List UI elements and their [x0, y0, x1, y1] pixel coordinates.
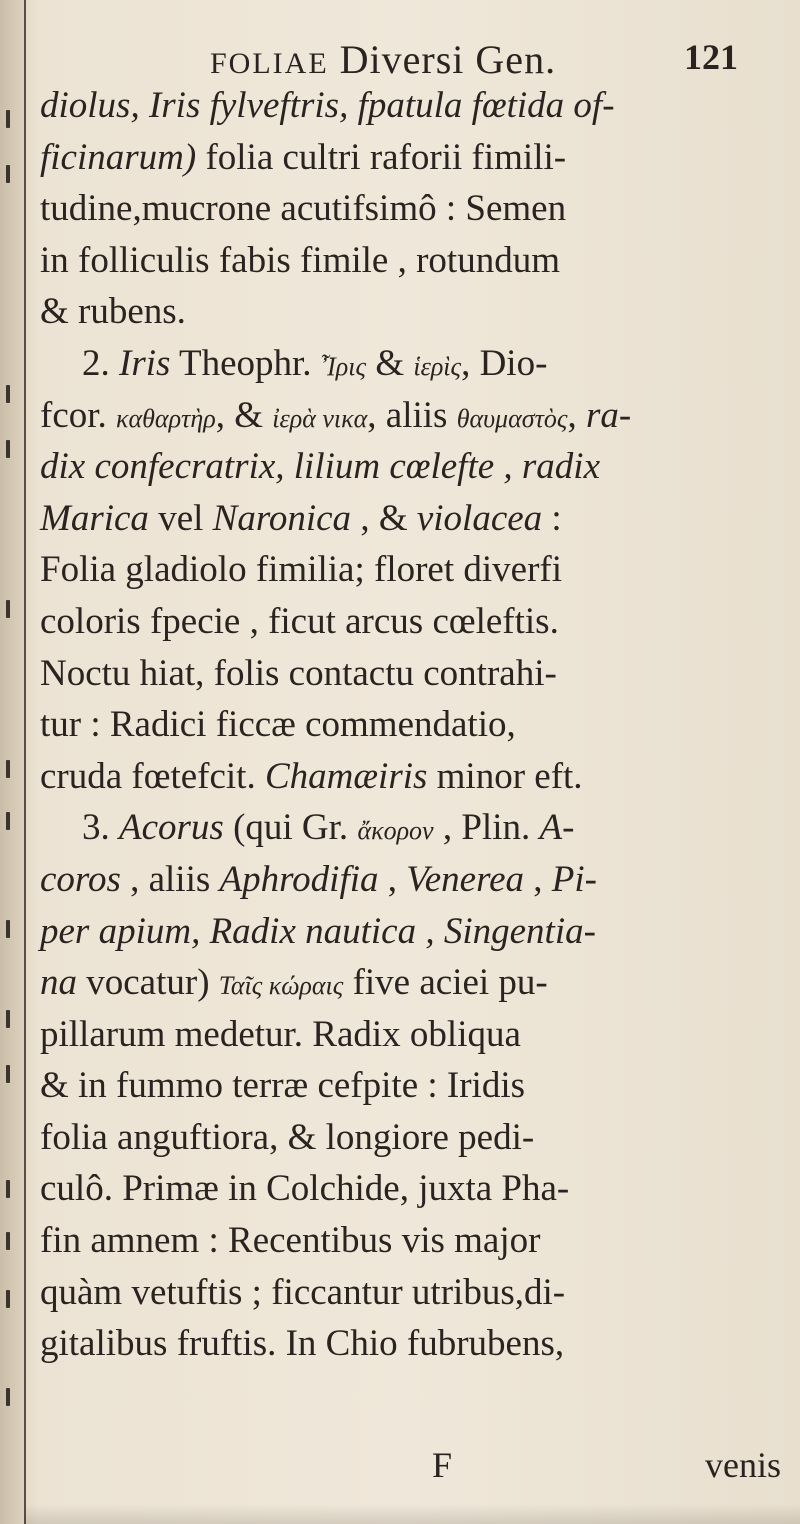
text-segment: & rubens. [40, 291, 186, 333]
text-segment: Acorus [119, 807, 224, 849]
running-title-part3: Gen. [475, 37, 557, 82]
gutter-mark [6, 1232, 10, 1250]
text-line [40, 1060, 800, 1112]
text-segment: 3. [82, 807, 119, 849]
text-segment: minor eft. [427, 755, 583, 797]
text-segment: coros [40, 858, 121, 900]
text-segment: , aliis [367, 394, 457, 436]
text-line [40, 390, 800, 442]
text-segment: fcor. [40, 394, 117, 436]
text-line [40, 802, 800, 854]
text-segment: & [366, 342, 414, 384]
page-number: 121 [684, 37, 738, 77]
running-title-part2: Diversi [339, 37, 465, 82]
text-segment: Venerea [406, 858, 525, 900]
text-segment: quàm vetuftis ; ficcantur utribus,di- [40, 1271, 566, 1313]
text-line [40, 1215, 800, 1267]
gutter-mark [6, 760, 10, 778]
binding-gutter [0, 0, 26, 1524]
text-segment: ἱερὶς [413, 351, 462, 381]
text-segment: , [524, 858, 552, 900]
text-segment: cruda fœtefcit. [40, 755, 265, 797]
text-segment: Marica [40, 497, 149, 539]
gutter-mark [6, 1065, 10, 1083]
text-segment: violacea [416, 497, 543, 539]
gutter-mark [6, 812, 10, 830]
text-segment: ra- [585, 394, 632, 436]
text-line [40, 1163, 800, 1215]
text-segment: coloris fpecie , ficut arcus cœleftis. [40, 600, 559, 642]
text-segment: ἄκορον [357, 816, 434, 846]
gutter-mark [6, 1388, 10, 1406]
text-segment: Ἶρις [320, 351, 367, 381]
page-footer [0, 1444, 800, 1484]
text-line [40, 441, 800, 493]
text-line [40, 699, 800, 751]
text-segment: 2. [82, 342, 119, 384]
signature-mark: F [432, 1445, 453, 1485]
gutter-mark [6, 110, 10, 128]
gutter-mark [6, 1180, 10, 1198]
text-line [40, 493, 800, 545]
text-segment: ficinarum) [40, 136, 197, 178]
text-segment: in folliculis fabis fimile , rotundum [40, 239, 560, 281]
gutter-mark [6, 600, 10, 618]
text-segment: dix confecratrix, lilium cœlefte , radix [40, 446, 601, 488]
text-segment: diolus, Iris fylveftris, fpatula fœtida of- [40, 85, 615, 126]
text-segment: Theophr. [170, 342, 321, 384]
text-line [40, 235, 800, 287]
text-line [40, 906, 800, 958]
text-segment: per apium, Radix nautica , Singentia- [40, 910, 596, 952]
gutter-mark [6, 1290, 10, 1308]
text-line [40, 596, 800, 648]
text-segment: na [40, 962, 77, 1004]
text-segment: Naronica [212, 497, 352, 539]
text-segment: , & [351, 497, 417, 539]
text-line [40, 751, 800, 803]
text-segment: gitalibus fruftis. In Chio fubrubens, [40, 1323, 565, 1365]
text-line [40, 286, 800, 338]
text-segment: , Plin. [433, 807, 540, 849]
gutter-mark [6, 385, 10, 403]
text-segment: , [378, 858, 407, 900]
text-segment: culô. Primæ in Colchide, juxta Pha- [40, 1168, 570, 1210]
text-segment: , & [215, 394, 273, 436]
text-segment: ἰερὰ νικα [272, 403, 368, 433]
text-line [40, 183, 800, 235]
text-segment: , Dio- [461, 342, 548, 384]
text-line [40, 80, 800, 132]
text-segment: : [542, 497, 562, 539]
text-segment: A- [539, 807, 575, 849]
text-segment: folia cultri raforii fimili- [196, 136, 567, 178]
gutter-mark [6, 165, 10, 183]
catchword: venis [705, 1445, 781, 1485]
text-segment: vel [148, 497, 213, 539]
text-segment: θαυμαστὸς [456, 403, 568, 433]
text-segment: Chamæiris [264, 755, 428, 797]
text-line [40, 338, 800, 390]
text-segment: Noctu hiat, folis contactu contrahi- [40, 652, 557, 694]
text-segment: tudine,mucrone acutifsimô : Semen [40, 188, 567, 230]
gutter-mark [6, 1010, 10, 1028]
text-segment: pillarum medetur. Radix obliqua [40, 1013, 521, 1055]
text-segment: Iris [119, 342, 171, 384]
text-line [40, 1318, 800, 1370]
running-title [210, 36, 556, 83]
gutter-mark [6, 440, 10, 458]
page-edge-shadow [24, 1504, 800, 1524]
text-line [40, 132, 800, 184]
text-segment: Aphrodifia [219, 858, 379, 900]
text-segment: καθαρτὴρ [116, 403, 216, 433]
text-segment: Folia gladiolo fimilia; floret diverfi [40, 549, 562, 591]
text-line [40, 544, 800, 596]
text-segment: , aliis [120, 858, 220, 900]
running-title-part1: FOLIAE [210, 47, 329, 80]
text-segment: , [567, 394, 586, 436]
text-segment: (qui Gr. [223, 807, 358, 849]
text-segment: vocatur) [77, 962, 219, 1004]
text-line [40, 1267, 800, 1319]
text-segment: folia anguftiora, & longiore pedi- [40, 1116, 535, 1158]
text-line [40, 648, 800, 700]
text-segment: five aciei pu- [343, 962, 548, 1004]
text-segment: tur : Radici ficcæ commendatio, [40, 704, 516, 746]
text-segment: & in fummo terræ cefpite : Iridis [40, 1065, 525, 1107]
gutter-mark [6, 920, 10, 938]
running-header [0, 28, 800, 82]
text-segment: Pi- [551, 858, 597, 900]
text-line [40, 1009, 800, 1061]
body-text [40, 80, 800, 1370]
text-line [40, 1112, 800, 1164]
text-segment: fin amnem : Recentibus vis major [40, 1220, 541, 1262]
text-line [40, 957, 800, 1009]
text-line [40, 854, 800, 906]
text-segment: Ταῖς κώραις [218, 971, 344, 1001]
